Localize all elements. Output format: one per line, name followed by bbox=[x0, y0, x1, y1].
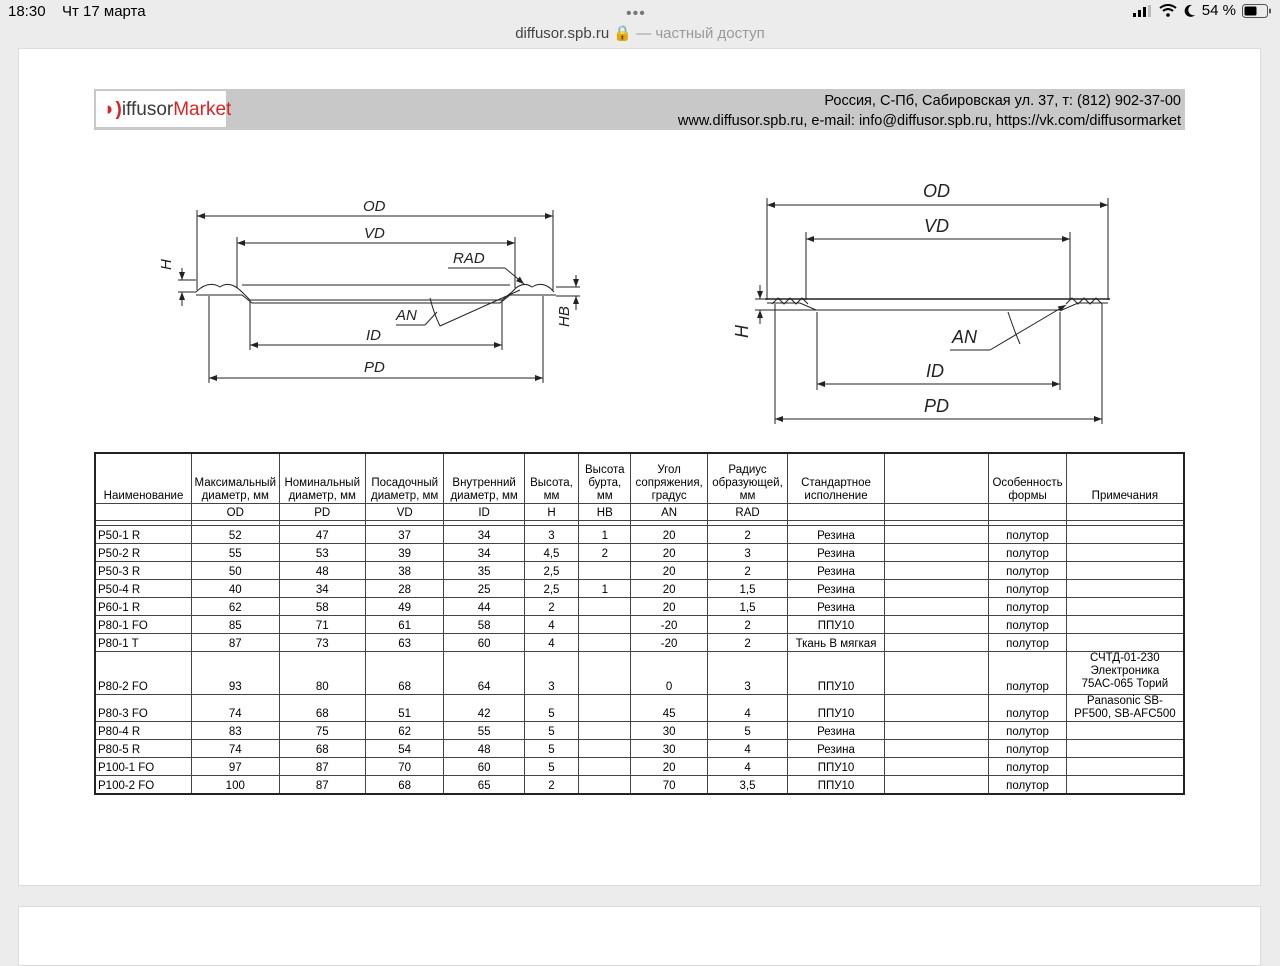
cell-feat: полутор bbox=[989, 722, 1066, 740]
cell-note bbox=[1066, 722, 1184, 740]
cell-an: 0 bbox=[631, 652, 707, 695]
label-h-right: H bbox=[732, 325, 752, 338]
cell-id: 44 bbox=[444, 598, 524, 616]
cell-hb: 2 bbox=[579, 544, 631, 562]
cell-pd: 58 bbox=[279, 598, 365, 616]
cell-note: СЧТД-01-230 Электроника 75АС-065 Торий bbox=[1066, 652, 1184, 695]
cell-rad: 2 bbox=[707, 616, 787, 634]
cell-rad: 3,5 bbox=[707, 776, 787, 795]
url-domain[interactable]: diffusor.spb.ru bbox=[515, 25, 610, 42]
cell-empty bbox=[884, 580, 989, 598]
cell-feat: полутор bbox=[989, 740, 1066, 758]
label-id-right: ID bbox=[926, 361, 944, 381]
cell-rad: 2 bbox=[707, 526, 787, 544]
cell-hb bbox=[579, 695, 631, 722]
table-row bbox=[95, 758, 1184, 776]
cell-empty bbox=[884, 526, 989, 544]
technical-drawings bbox=[0, 0, 1280, 450]
cell-note: Panasonic SB-PF500, SB-AFC500 bbox=[1066, 695, 1184, 722]
cell-h: 5 bbox=[524, 722, 578, 740]
cell-od: 40 bbox=[192, 580, 279, 598]
cell-note bbox=[1066, 580, 1184, 598]
label-pd-left: PD bbox=[364, 359, 385, 376]
cell-name: P80-3 FO bbox=[95, 695, 192, 722]
cell-vd: 70 bbox=[365, 758, 443, 776]
cell-note bbox=[1066, 776, 1184, 795]
more-dots-icon[interactable]: ••• bbox=[626, 5, 646, 22]
table-row bbox=[95, 526, 1184, 544]
cell-feat: полутор bbox=[989, 695, 1066, 722]
cell-rad: 2 bbox=[707, 562, 787, 580]
cell-h: 5 bbox=[524, 740, 578, 758]
cell-an: -20 bbox=[631, 634, 707, 652]
label-h-left: H bbox=[158, 259, 175, 270]
cell-std: Резина bbox=[788, 598, 885, 616]
cell-hb bbox=[579, 616, 631, 634]
label-an-left: AN bbox=[396, 307, 417, 324]
cell-empty bbox=[884, 634, 989, 652]
cell-name: P100-1 FO bbox=[95, 758, 192, 776]
cell-an: 30 bbox=[631, 722, 707, 740]
cell-note bbox=[1066, 634, 1184, 652]
logo-word: iffusor bbox=[121, 99, 174, 120]
cell-od: 55 bbox=[192, 544, 279, 562]
status-date: Чт 17 марта bbox=[62, 3, 146, 20]
cell-note bbox=[1066, 758, 1184, 776]
cell-feat: полутор bbox=[989, 758, 1066, 776]
cell-h: 2 bbox=[524, 776, 578, 795]
col-code bbox=[95, 504, 192, 521]
cell-pd: 34 bbox=[279, 580, 365, 598]
cell-feat: полутор bbox=[989, 580, 1066, 598]
cell-rad: 1,5 bbox=[707, 580, 787, 598]
cell-std: Резина bbox=[788, 740, 885, 758]
cell-empty bbox=[884, 740, 989, 758]
cell-hb bbox=[579, 634, 631, 652]
cell-od: 74 bbox=[192, 740, 279, 758]
cell-name: P80-2 FO bbox=[95, 652, 192, 695]
cell-name: P60-1 R bbox=[95, 598, 192, 616]
cell-pd: 53 bbox=[279, 544, 365, 562]
label-pd-right: PD bbox=[924, 396, 950, 416]
cell-feat: полутор bbox=[989, 652, 1066, 695]
company-address: Россия, С-Пб, Сабировская ул. 37, т: (812) 902-37-00 bbox=[824, 93, 1181, 109]
col-header bbox=[884, 453, 989, 504]
cell-note bbox=[1066, 598, 1184, 616]
cell-id: 48 bbox=[444, 740, 524, 758]
logo-market: Market bbox=[173, 99, 232, 120]
table-row bbox=[95, 616, 1184, 634]
cell-id: 60 bbox=[444, 634, 524, 652]
cell-hb bbox=[579, 562, 631, 580]
cell-an: 20 bbox=[631, 580, 707, 598]
col-code bbox=[989, 504, 1066, 521]
cell-name: P80-1 T bbox=[95, 634, 192, 652]
table-row bbox=[95, 776, 1184, 795]
cell-std: Резина bbox=[788, 544, 885, 562]
col-header: Высота бурта, мм bbox=[579, 453, 631, 504]
cell-vd: 62 bbox=[365, 722, 443, 740]
cell-vd: 63 bbox=[365, 634, 443, 652]
cell-id: 34 bbox=[444, 544, 524, 562]
col-code: H bbox=[524, 504, 578, 521]
cell-vd: 28 bbox=[365, 580, 443, 598]
cell-std: Резина bbox=[788, 580, 885, 598]
cell-pd: 80 bbox=[279, 652, 365, 695]
cell-h: 4,5 bbox=[524, 544, 578, 562]
cell-std: ППУ10 bbox=[788, 776, 885, 795]
company-contacts: www.diffusor.spb.ru, e-mail: info@diffusor.spb.ru, https://vk.com/diffusormarket bbox=[677, 113, 1181, 129]
cell-name: P50-2 R bbox=[95, 544, 192, 562]
cell-id: 34 bbox=[444, 526, 524, 544]
cell-empty bbox=[884, 616, 989, 634]
cell-rad: 4 bbox=[707, 695, 787, 722]
cell-name: P100-2 FO bbox=[95, 776, 192, 795]
header-row bbox=[95, 453, 1184, 504]
cell-h: 4 bbox=[524, 634, 578, 652]
cell-rad: 5 bbox=[707, 722, 787, 740]
cell-id: 42 bbox=[444, 695, 524, 722]
next-document-page bbox=[18, 906, 1261, 966]
table-row bbox=[95, 598, 1184, 616]
col-header: Примечания bbox=[1066, 453, 1184, 504]
col-header: Посадочный диаметр, мм bbox=[365, 453, 443, 504]
cell-feat: полутор bbox=[989, 562, 1066, 580]
cell-od: 83 bbox=[192, 722, 279, 740]
cell-id: 25 bbox=[444, 580, 524, 598]
col-header: Максимальный диаметр, мм bbox=[192, 453, 279, 504]
table-row bbox=[95, 695, 1184, 722]
label-id-left: ID bbox=[366, 327, 381, 344]
cell-rad: 4 bbox=[707, 740, 787, 758]
cell-h: 3 bbox=[524, 652, 578, 695]
cell-vd: 61 bbox=[365, 616, 443, 634]
cell-feat: полутор bbox=[989, 544, 1066, 562]
cell-h: 5 bbox=[524, 758, 578, 776]
cell-feat: полутор bbox=[989, 776, 1066, 795]
col-code: HB bbox=[579, 504, 631, 521]
cell-pd: 68 bbox=[279, 695, 365, 722]
cell-h: 5 bbox=[524, 695, 578, 722]
cell-an: 30 bbox=[631, 740, 707, 758]
cell-od: 93 bbox=[192, 652, 279, 695]
cell-pd: 68 bbox=[279, 740, 365, 758]
cell-rad: 1,5 bbox=[707, 598, 787, 616]
cell-h: 2 bbox=[524, 598, 578, 616]
cell-an: 20 bbox=[631, 562, 707, 580]
cell-feat: полутор bbox=[989, 616, 1066, 634]
table-row bbox=[95, 580, 1184, 598]
cell-std: Резина bbox=[788, 526, 885, 544]
col-header: Наименование bbox=[95, 453, 192, 504]
label-hb-left: HB bbox=[556, 306, 573, 327]
cell-h: 4 bbox=[524, 616, 578, 634]
cell-std: ППУ10 bbox=[788, 652, 885, 695]
label-an-right: AN bbox=[952, 327, 978, 347]
cell-id: 65 bbox=[444, 776, 524, 795]
cell-vd: 39 bbox=[365, 544, 443, 562]
cell-empty bbox=[884, 652, 989, 695]
table-row bbox=[95, 722, 1184, 740]
col-header: Высота, мм bbox=[524, 453, 578, 504]
cell-hb bbox=[579, 598, 631, 616]
cell-od: 100 bbox=[192, 776, 279, 795]
col-code: OD bbox=[192, 504, 279, 521]
cell-feat: полутор bbox=[989, 598, 1066, 616]
cell-empty bbox=[884, 695, 989, 722]
cell-od: 52 bbox=[192, 526, 279, 544]
label-od-left: OD bbox=[363, 198, 386, 215]
cell-vd: 68 bbox=[365, 776, 443, 795]
col-code: PD bbox=[279, 504, 365, 521]
col-header: Номинальный диаметр, мм bbox=[279, 453, 365, 504]
cell-empty bbox=[884, 722, 989, 740]
cell-an: 20 bbox=[631, 758, 707, 776]
cell-std: ППУ10 bbox=[788, 616, 885, 634]
cell-note bbox=[1066, 562, 1184, 580]
code-row bbox=[95, 504, 1184, 521]
col-code bbox=[1066, 504, 1184, 521]
cell-note bbox=[1066, 740, 1184, 758]
cell-hb bbox=[579, 652, 631, 695]
cell-name: P80-4 R bbox=[95, 722, 192, 740]
cell-vd: 37 bbox=[365, 526, 443, 544]
cell-rad: 3 bbox=[707, 544, 787, 562]
cell-empty bbox=[884, 544, 989, 562]
cell-std: Резина bbox=[788, 562, 885, 580]
speaker-logo-icon: ◗) bbox=[104, 99, 122, 120]
cell-feat: полутор bbox=[989, 634, 1066, 652]
cell-vd: 49 bbox=[365, 598, 443, 616]
spec-table bbox=[94, 452, 1185, 795]
private-browsing-label: — частный доступ bbox=[636, 25, 765, 42]
col-header: Радиус образующей, мм bbox=[707, 453, 787, 504]
cell-an: -20 bbox=[631, 616, 707, 634]
cell-note bbox=[1066, 544, 1184, 562]
cell-vd: 68 bbox=[365, 652, 443, 695]
col-code: RAD bbox=[707, 504, 787, 521]
cell-pd: 73 bbox=[279, 634, 365, 652]
table-row bbox=[95, 634, 1184, 652]
cell-an: 20 bbox=[631, 544, 707, 562]
cell-name: P80-1 FO bbox=[95, 616, 192, 634]
status-time: 18:30 bbox=[8, 3, 46, 20]
cell-note bbox=[1066, 616, 1184, 634]
label-vd-left: VD bbox=[364, 225, 385, 242]
cell-an: 20 bbox=[631, 526, 707, 544]
cell-empty bbox=[884, 758, 989, 776]
battery-percent: 54 % bbox=[1201, 2, 1236, 19]
label-rad-left: RAD bbox=[453, 250, 485, 267]
cell-vd: 54 bbox=[365, 740, 443, 758]
table-row bbox=[95, 562, 1184, 580]
cell-id: 35 bbox=[444, 562, 524, 580]
cell-od: 85 bbox=[192, 616, 279, 634]
cell-pd: 71 bbox=[279, 616, 365, 634]
cell-hb: 1 bbox=[579, 526, 631, 544]
cell-hb bbox=[579, 722, 631, 740]
lock-icon: 🔒 bbox=[613, 25, 633, 42]
col-code: AN bbox=[631, 504, 707, 521]
cell-id: 64 bbox=[444, 652, 524, 695]
cell-od: 50 bbox=[192, 562, 279, 580]
col-code: VD bbox=[365, 504, 443, 521]
cell-hb bbox=[579, 776, 631, 795]
cell-h: 2,5 bbox=[524, 580, 578, 598]
cell-std: Резина bbox=[788, 722, 885, 740]
cell-pd: 87 bbox=[279, 758, 365, 776]
cell-note bbox=[1066, 526, 1184, 544]
cell-empty bbox=[884, 562, 989, 580]
cell-std: ППУ10 bbox=[788, 695, 885, 722]
col-header: Стандартное исполнение bbox=[788, 453, 885, 504]
col-header: Особенность формы bbox=[989, 453, 1066, 504]
cell-hb bbox=[579, 758, 631, 776]
cell-rad: 4 bbox=[707, 758, 787, 776]
cell-rad: 3 bbox=[707, 652, 787, 695]
label-od-right: OD bbox=[923, 181, 950, 201]
cell-od: 87 bbox=[192, 634, 279, 652]
cell-vd: 51 bbox=[365, 695, 443, 722]
cell-an: 70 bbox=[631, 776, 707, 795]
cell-pd: 75 bbox=[279, 722, 365, 740]
cell-std: ППУ10 bbox=[788, 758, 885, 776]
table-row bbox=[95, 544, 1184, 562]
cell-name: P80-5 R bbox=[95, 740, 192, 758]
cell-name: P50-4 R bbox=[95, 580, 192, 598]
cell-name: P50-1 R bbox=[95, 526, 192, 544]
cell-hb bbox=[579, 740, 631, 758]
cell-pd: 48 bbox=[279, 562, 365, 580]
cell-hb: 1 bbox=[579, 580, 631, 598]
label-vd-right: VD bbox=[924, 216, 950, 236]
cell-pd: 47 bbox=[279, 526, 365, 544]
cell-vd: 38 bbox=[365, 562, 443, 580]
cell-std: Ткань В мягкая bbox=[788, 634, 885, 652]
cell-empty bbox=[884, 598, 989, 616]
col-code bbox=[884, 504, 989, 521]
col-header: Угол сопряжения, градус bbox=[631, 453, 707, 504]
cell-an: 45 bbox=[631, 695, 707, 722]
cell-od: 97 bbox=[192, 758, 279, 776]
col-code bbox=[788, 504, 885, 521]
cell-id: 58 bbox=[444, 616, 524, 634]
col-code: ID bbox=[444, 504, 524, 521]
cell-feat: полутор bbox=[989, 526, 1066, 544]
cell-pd: 87 bbox=[279, 776, 365, 795]
cell-rad: 2 bbox=[707, 634, 787, 652]
cell-an: 20 bbox=[631, 598, 707, 616]
table-row bbox=[95, 652, 1184, 695]
table-row bbox=[95, 740, 1184, 758]
cell-empty bbox=[884, 776, 989, 795]
cell-od: 62 bbox=[192, 598, 279, 616]
cell-id: 60 bbox=[444, 758, 524, 776]
cell-name: P50-3 R bbox=[95, 562, 192, 580]
cell-od: 74 bbox=[192, 695, 279, 722]
cell-h: 3 bbox=[524, 526, 578, 544]
cell-h: 2,5 bbox=[524, 562, 578, 580]
col-header: Внутренний диаметр, мм bbox=[444, 453, 524, 504]
cell-id: 55 bbox=[444, 722, 524, 740]
